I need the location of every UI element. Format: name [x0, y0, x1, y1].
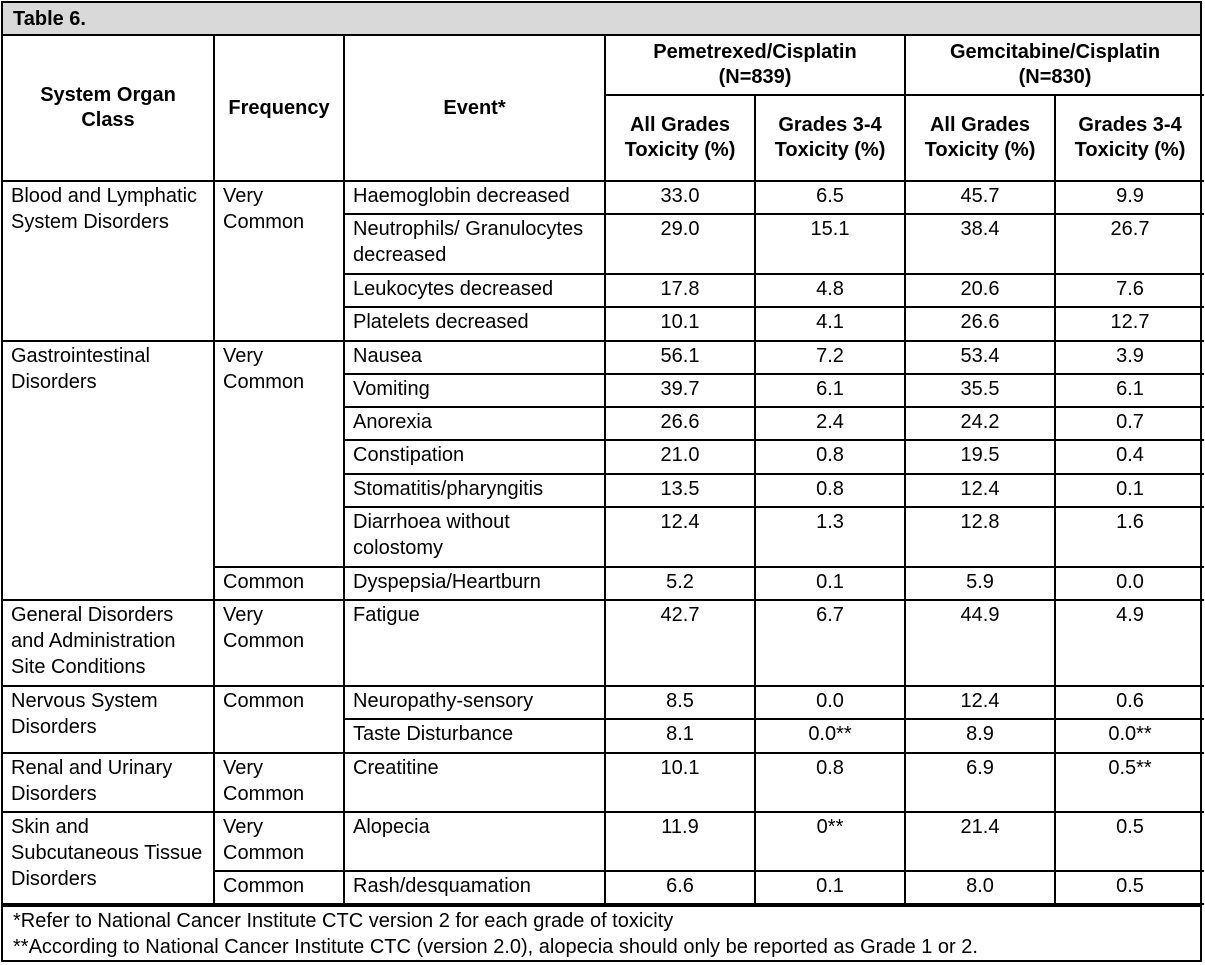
pem-grades-3-4-cell: 7.2 [755, 341, 905, 374]
gem-all-grades-cell: 5.9 [905, 567, 1055, 600]
pem-all-grades-cell: 26.6 [605, 407, 755, 440]
event-cell: Dyspepsia/Heartburn [344, 567, 605, 600]
gem-grades-3-4-cell: 0.0** [1055, 719, 1204, 753]
event-cell: Taste Disturbance [344, 719, 605, 753]
table-row [3, 181, 1204, 214]
event-cell: Anorexia [344, 407, 605, 440]
gem-grades-3-4-cell: 0.5 [1055, 871, 1204, 904]
event-cell: Rash/desquamation [344, 871, 605, 904]
frequency-cell: Very Common [214, 600, 344, 686]
gem-grades-3-4-cell: 12.7 [1055, 307, 1204, 341]
gem-grades-3-4-cell: 0.1 [1055, 474, 1204, 507]
pem-grades-3-4-cell: 4.1 [755, 307, 905, 341]
table-title: Table 6. [3, 3, 1200, 36]
table-row [3, 753, 1204, 812]
system-organ-class-cell: Renal and Urinary Disorders [3, 753, 214, 812]
pem-all-grades-cell: 6.6 [605, 871, 755, 904]
adverse-events-table [3, 36, 1204, 905]
pem-all-grades-cell: 21.0 [605, 440, 755, 474]
event-cell: Constipation [344, 440, 605, 474]
gem-grades-3-4-cell: 6.1 [1055, 374, 1204, 407]
header-gemcitabine-cisplatin: Gemcitabine/Cisplatin (N=830) [905, 36, 1204, 95]
frequency-cell: Very Common [214, 181, 344, 341]
header-all-grades: All Grades Toxicity (%) [605, 95, 755, 181]
footnote-1: *Refer to National Cancer Institute CTC version 2 for each grade of toxicity [13, 910, 674, 932]
pem-grades-3-4-cell: 1.3 [755, 507, 905, 567]
system-organ-class-cell: Skin and Subcutaneous Tissue Disorders [3, 812, 214, 904]
event-cell: Leukocytes decreased [344, 274, 605, 307]
gem-grades-3-4-cell: 0.5** [1055, 753, 1204, 812]
pem-all-grades-cell: 39.7 [605, 374, 755, 407]
table-row [3, 812, 1204, 871]
gem-grades-3-4-cell: 7.6 [1055, 274, 1204, 307]
pem-grades-3-4-cell: 0.0** [755, 719, 905, 753]
frequency-cell: Common [214, 871, 344, 904]
gem-grades-3-4-cell: 26.7 [1055, 214, 1204, 274]
header-pemetrexed-cisplatin: Pemetrexed/Cisplatin (N=839) [605, 36, 905, 95]
pem-all-grades-cell: 56.1 [605, 341, 755, 374]
table-row [3, 600, 1204, 686]
pem-grades-3-4-cell: 0.8 [755, 753, 905, 812]
gem-grades-3-4-cell: 0.6 [1055, 686, 1204, 719]
event-cell: Stomatitis/pharyngitis [344, 474, 605, 507]
frequency-cell: Very Common [214, 812, 344, 871]
frequency-cell: Common [214, 567, 344, 600]
gem-all-grades-cell: 53.4 [905, 341, 1055, 374]
gem-all-grades-cell: 12.4 [905, 686, 1055, 719]
event-cell: Nausea [344, 341, 605, 374]
frequency-cell: Very Common [214, 753, 344, 812]
event-cell: Diarrhoea without colostomy [344, 507, 605, 567]
header-grades-3-4: Grades 3-4 Toxicity (%) [1055, 95, 1204, 181]
gem-all-grades-cell: 24.2 [905, 407, 1055, 440]
pem-all-grades-cell: 17.8 [605, 274, 755, 307]
event-cell: Platelets decreased [344, 307, 605, 341]
footnotes [3, 905, 1200, 960]
gem-all-grades-cell: 12.4 [905, 474, 1055, 507]
pem-grades-3-4-cell: 0** [755, 812, 905, 871]
pem-all-grades-cell: 13.5 [605, 474, 755, 507]
footnote-2: **According to National Cancer Institute CTC (version 2.0), alopecia should only be reported as Grade 1 or 2. [13, 936, 978, 958]
system-organ-class-cell: General Disorders and Administration Site Conditions [3, 600, 214, 686]
pem-all-grades-cell: 42.7 [605, 600, 755, 686]
header-grades-3-4: Grades 3-4 Toxicity (%) [755, 95, 905, 181]
gem-all-grades-cell: 20.6 [905, 274, 1055, 307]
pem-grades-3-4-cell: 0.0 [755, 686, 905, 719]
system-organ-class-cell: Blood and Lymphatic System Disorders [3, 181, 214, 341]
event-cell: Alopecia [344, 812, 605, 871]
frequency-cell: Common [214, 686, 344, 753]
pem-all-grades-cell: 8.1 [605, 719, 755, 753]
event-cell: Neuropathy-sensory [344, 686, 605, 719]
pem-all-grades-cell: 33.0 [605, 181, 755, 214]
pem-grades-3-4-cell: 6.7 [755, 600, 905, 686]
event-cell: Creatitine [344, 753, 605, 812]
event-cell: Vomiting [344, 374, 605, 407]
gem-grades-3-4-cell: 0.7 [1055, 407, 1204, 440]
pem-grades-3-4-cell: 6.5 [755, 181, 905, 214]
header-frequency: Frequency [214, 36, 344, 181]
gem-all-grades-cell: 21.4 [905, 812, 1055, 871]
pem-grades-3-4-cell: 0.1 [755, 871, 905, 904]
system-organ-class-cell: Nervous System Disorders [3, 686, 214, 753]
gem-grades-3-4-cell: 4.9 [1055, 600, 1204, 686]
pem-all-grades-cell: 11.9 [605, 812, 755, 871]
frequency-cell: Very Common [214, 341, 344, 567]
pem-grades-3-4-cell: 0.8 [755, 474, 905, 507]
gem-grades-3-4-cell: 0.4 [1055, 440, 1204, 474]
gem-grades-3-4-cell: 0.5 [1055, 812, 1204, 871]
system-organ-class-cell: Gastrointestinal Disorders [3, 341, 214, 600]
pem-all-grades-cell: 29.0 [605, 214, 755, 274]
gem-all-grades-cell: 35.5 [905, 374, 1055, 407]
table-row [3, 686, 1204, 719]
gem-all-grades-cell: 44.9 [905, 600, 1055, 686]
gem-all-grades-cell: 19.5 [905, 440, 1055, 474]
event-cell: Haemoglobin decreased [344, 181, 605, 214]
pem-all-grades-cell: 10.1 [605, 307, 755, 341]
gem-all-grades-cell: 8.0 [905, 871, 1055, 904]
header-event: Event* [344, 36, 605, 181]
gem-grades-3-4-cell: 1.6 [1055, 507, 1204, 567]
pem-all-grades-cell: 8.5 [605, 686, 755, 719]
pem-grades-3-4-cell: 0.1 [755, 567, 905, 600]
header-all-grades: All Grades Toxicity (%) [905, 95, 1055, 181]
pem-grades-3-4-cell: 2.4 [755, 407, 905, 440]
event-cell: Neutrophils/ Granulocytes decreased [344, 214, 605, 274]
gem-grades-3-4-cell: 0.0 [1055, 567, 1204, 600]
gem-all-grades-cell: 45.7 [905, 181, 1055, 214]
gem-all-grades-cell: 8.9 [905, 719, 1055, 753]
pem-all-grades-cell: 12.4 [605, 507, 755, 567]
table-row [3, 341, 1204, 374]
gem-grades-3-4-cell: 3.9 [1055, 341, 1204, 374]
pem-all-grades-cell: 10.1 [605, 753, 755, 812]
gem-all-grades-cell: 12.8 [905, 507, 1055, 567]
pem-grades-3-4-cell: 15.1 [755, 214, 905, 274]
event-cell: Fatigue [344, 600, 605, 686]
gem-grades-3-4-cell: 9.9 [1055, 181, 1204, 214]
header-system-organ-class: System Organ Class [3, 36, 214, 181]
gem-all-grades-cell: 26.6 [905, 307, 1055, 341]
table-6 [1, 1, 1202, 962]
gem-all-grades-cell: 6.9 [905, 753, 1055, 812]
pem-all-grades-cell: 5.2 [605, 567, 755, 600]
pem-grades-3-4-cell: 4.8 [755, 274, 905, 307]
gem-all-grades-cell: 38.4 [905, 214, 1055, 274]
pem-grades-3-4-cell: 6.1 [755, 374, 905, 407]
pem-grades-3-4-cell: 0.8 [755, 440, 905, 474]
